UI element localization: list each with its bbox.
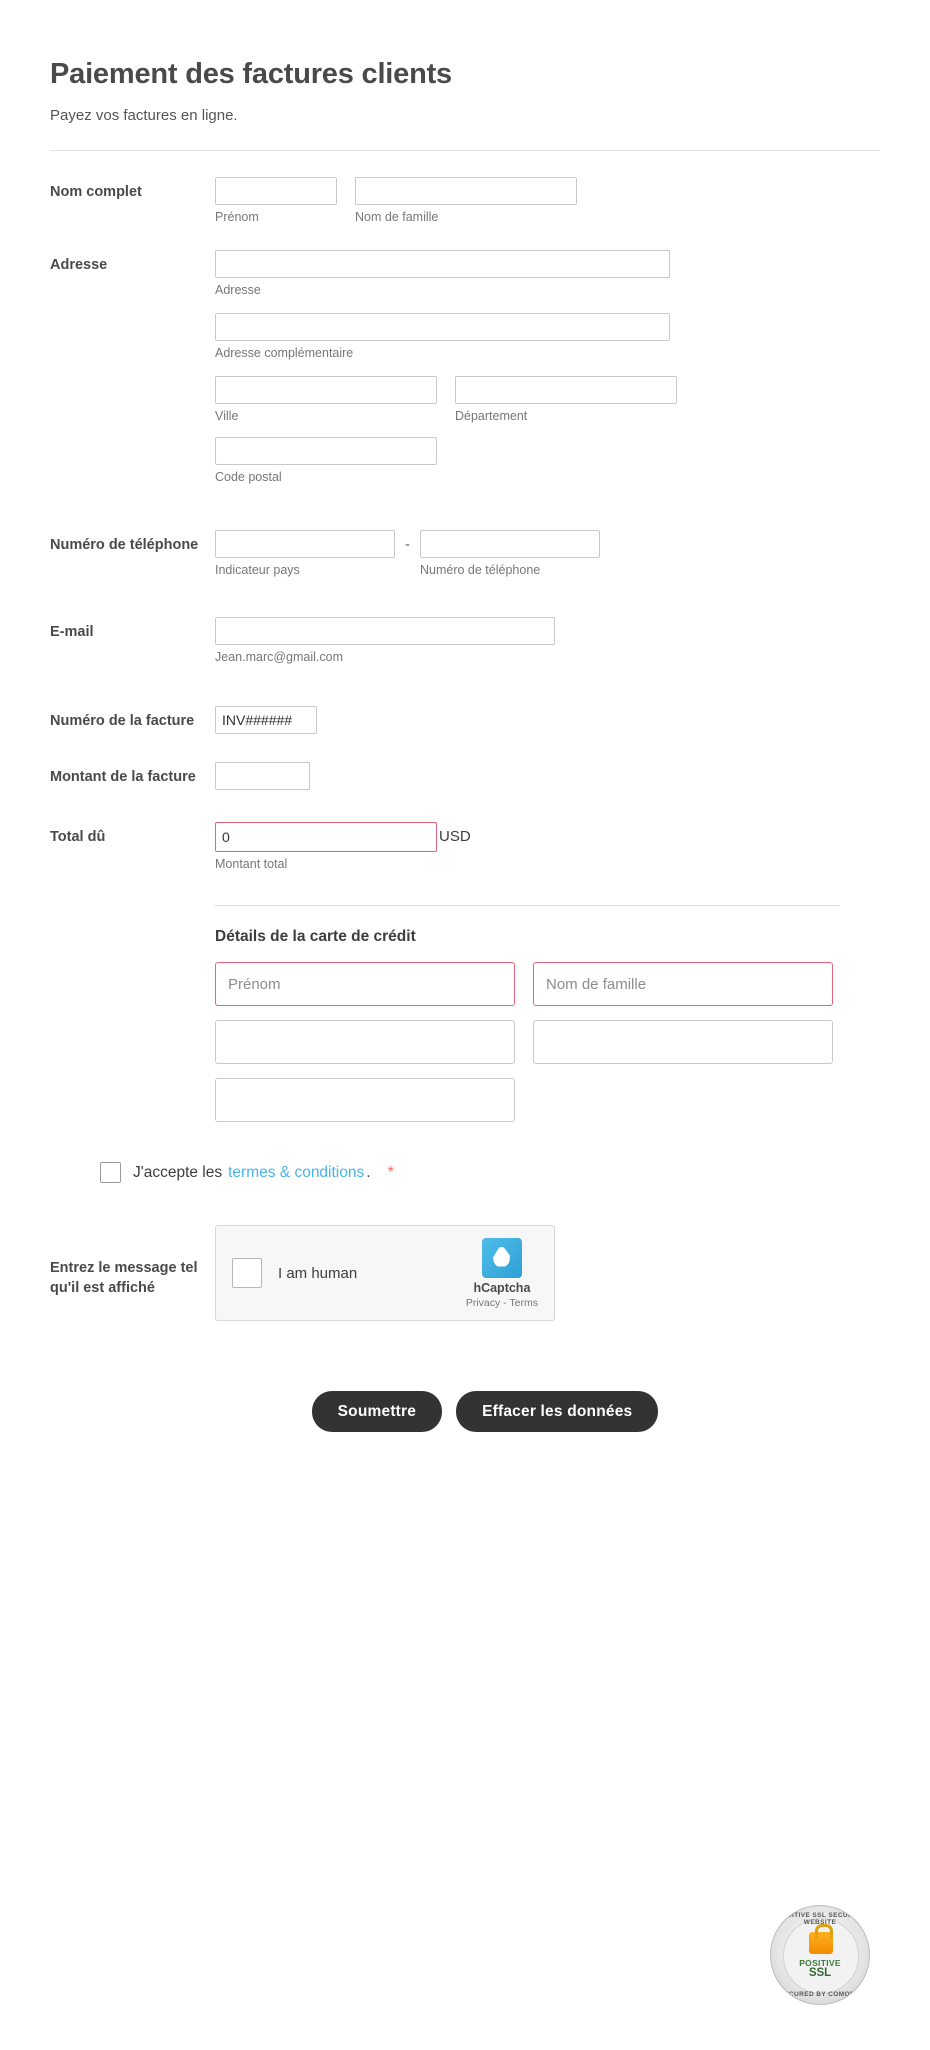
clear-button[interactable]: Effacer les données bbox=[456, 1391, 658, 1432]
hcaptcha-policy-links[interactable]: Privacy - Terms bbox=[465, 1296, 538, 1309]
page-title: Paiement des factures clients bbox=[50, 58, 452, 90]
field-row-invoice-number bbox=[50, 706, 880, 734]
label-invoice-amount: Montant de la facture bbox=[50, 769, 196, 785]
ssl-seal-badge-icon bbox=[770, 1905, 870, 2005]
city-group bbox=[215, 376, 437, 423]
address-line1-input[interactable] bbox=[215, 250, 670, 278]
hcaptcha-logo-icon bbox=[482, 1238, 522, 1278]
label-full-name: Nom complet bbox=[50, 184, 142, 200]
phone-separator: - bbox=[405, 536, 410, 553]
cc-number-input[interactable] bbox=[215, 1020, 515, 1064]
invoice-number-input[interactable] bbox=[215, 706, 317, 734]
address-line2-hint: Adresse complémentaire bbox=[215, 346, 354, 360]
state-group bbox=[455, 376, 677, 423]
email-fields bbox=[215, 617, 880, 664]
ssl-seal bbox=[770, 1905, 870, 2005]
terms-link[interactable]: termes & conditions bbox=[228, 1163, 365, 1181]
hcaptcha-label: I am human bbox=[278, 1264, 358, 1282]
hcaptcha-widget[interactable] bbox=[215, 1225, 555, 1321]
ssl-seal-line2: SSL bbox=[808, 1967, 832, 1979]
first-name-group bbox=[215, 177, 337, 224]
total-due-group bbox=[215, 822, 437, 871]
address-line1-group bbox=[215, 250, 670, 297]
hcaptcha-checkbox[interactable] bbox=[232, 1258, 262, 1288]
phone-number-hint: Numéro de téléphone bbox=[420, 563, 541, 577]
label-invoice-number: Numéro de la facture bbox=[50, 713, 195, 729]
phone-number-group bbox=[420, 530, 600, 577]
currency-label: USD bbox=[439, 828, 471, 845]
terms-row bbox=[100, 1162, 880, 1183]
state-input[interactable] bbox=[455, 376, 677, 404]
field-row-phone bbox=[50, 530, 880, 577]
city-hint: Ville bbox=[215, 409, 239, 423]
address-line2-input[interactable] bbox=[215, 313, 670, 341]
label-total-due: Total dû bbox=[50, 829, 106, 845]
terms-text-after: . bbox=[366, 1163, 371, 1181]
last-name-group bbox=[355, 177, 577, 224]
phone-country-hint: Indicateur pays bbox=[215, 563, 300, 577]
credit-card-divider bbox=[215, 905, 840, 906]
header-divider bbox=[50, 150, 880, 151]
cc-first-name-input[interactable] bbox=[215, 962, 515, 1006]
captcha-row bbox=[50, 1225, 880, 1321]
label-captcha: Entrez le message tel qu'il est affiché bbox=[50, 1260, 198, 1296]
field-row-email bbox=[50, 617, 880, 664]
state-hint: Département bbox=[455, 409, 528, 423]
email-hint: Jean.marc@gmail.com bbox=[215, 650, 344, 664]
first-name-hint: Prénom bbox=[215, 210, 259, 224]
phone-country-input[interactable] bbox=[215, 530, 395, 558]
terms-text-before: J'accepte les bbox=[133, 1163, 223, 1181]
last-name-input[interactable] bbox=[355, 177, 577, 205]
address-line2-group bbox=[215, 313, 670, 360]
phone-country-group bbox=[215, 530, 395, 577]
submit-button[interactable]: Soumettre bbox=[312, 1391, 442, 1432]
ssl-seal-arc-bottom: SECURED BY COMODO bbox=[779, 1991, 861, 1998]
invoice-amount-input[interactable] bbox=[215, 762, 310, 790]
credit-card-title: Détails de la carte de crédit bbox=[215, 928, 416, 945]
invoice-amount-fields bbox=[215, 762, 880, 790]
email-input[interactable] bbox=[215, 617, 555, 645]
zip-group bbox=[215, 437, 437, 484]
cc-last-name-input[interactable] bbox=[533, 962, 833, 1006]
field-row-invoice-amount bbox=[50, 762, 880, 790]
total-due-hint: Montant total bbox=[215, 857, 288, 871]
label-email: E-mail bbox=[50, 624, 94, 640]
hcaptcha-branding bbox=[466, 1238, 538, 1309]
address-fields bbox=[215, 250, 880, 486]
cc-cvv-input[interactable] bbox=[215, 1078, 515, 1122]
ssl-seal-line1: POSITIVE bbox=[799, 1958, 841, 1968]
field-row-total-due bbox=[50, 822, 880, 871]
credit-card-fields bbox=[215, 962, 840, 1122]
phone-fields bbox=[215, 530, 880, 577]
city-input[interactable] bbox=[215, 376, 437, 404]
page-subtitle: Payez vos factures en ligne. bbox=[50, 107, 238, 124]
invoice-number-fields bbox=[215, 706, 880, 734]
required-asterisk: * bbox=[387, 1163, 394, 1181]
hcaptcha-check-area[interactable] bbox=[232, 1258, 357, 1288]
last-name-hint: Nom de famille bbox=[355, 210, 439, 224]
padlock-icon bbox=[809, 1932, 833, 1954]
zip-hint: Code postal bbox=[215, 470, 282, 484]
ssl-seal-arc-top: POSITIVE SSL SECURED WEBSITE bbox=[777, 1912, 863, 1926]
cc-expiry-input[interactable] bbox=[533, 1020, 833, 1064]
first-name-input[interactable] bbox=[215, 177, 337, 205]
credit-card-section bbox=[215, 905, 840, 1122]
total-due-fields bbox=[215, 822, 880, 871]
form-actions bbox=[90, 1391, 880, 1432]
field-row-address bbox=[50, 250, 880, 486]
zip-input[interactable] bbox=[215, 437, 437, 465]
address-line1-hint: Adresse bbox=[215, 283, 261, 297]
total-due-input[interactable] bbox=[215, 822, 437, 852]
label-address: Adresse bbox=[50, 257, 108, 273]
full-name-fields bbox=[215, 177, 880, 224]
field-row-full-name bbox=[50, 177, 880, 224]
phone-number-input[interactable] bbox=[420, 530, 600, 558]
terms-checkbox[interactable] bbox=[100, 1162, 121, 1183]
label-phone: Numéro de téléphone bbox=[50, 537, 199, 553]
hcaptcha-brand-name: hCaptcha bbox=[473, 1280, 531, 1295]
